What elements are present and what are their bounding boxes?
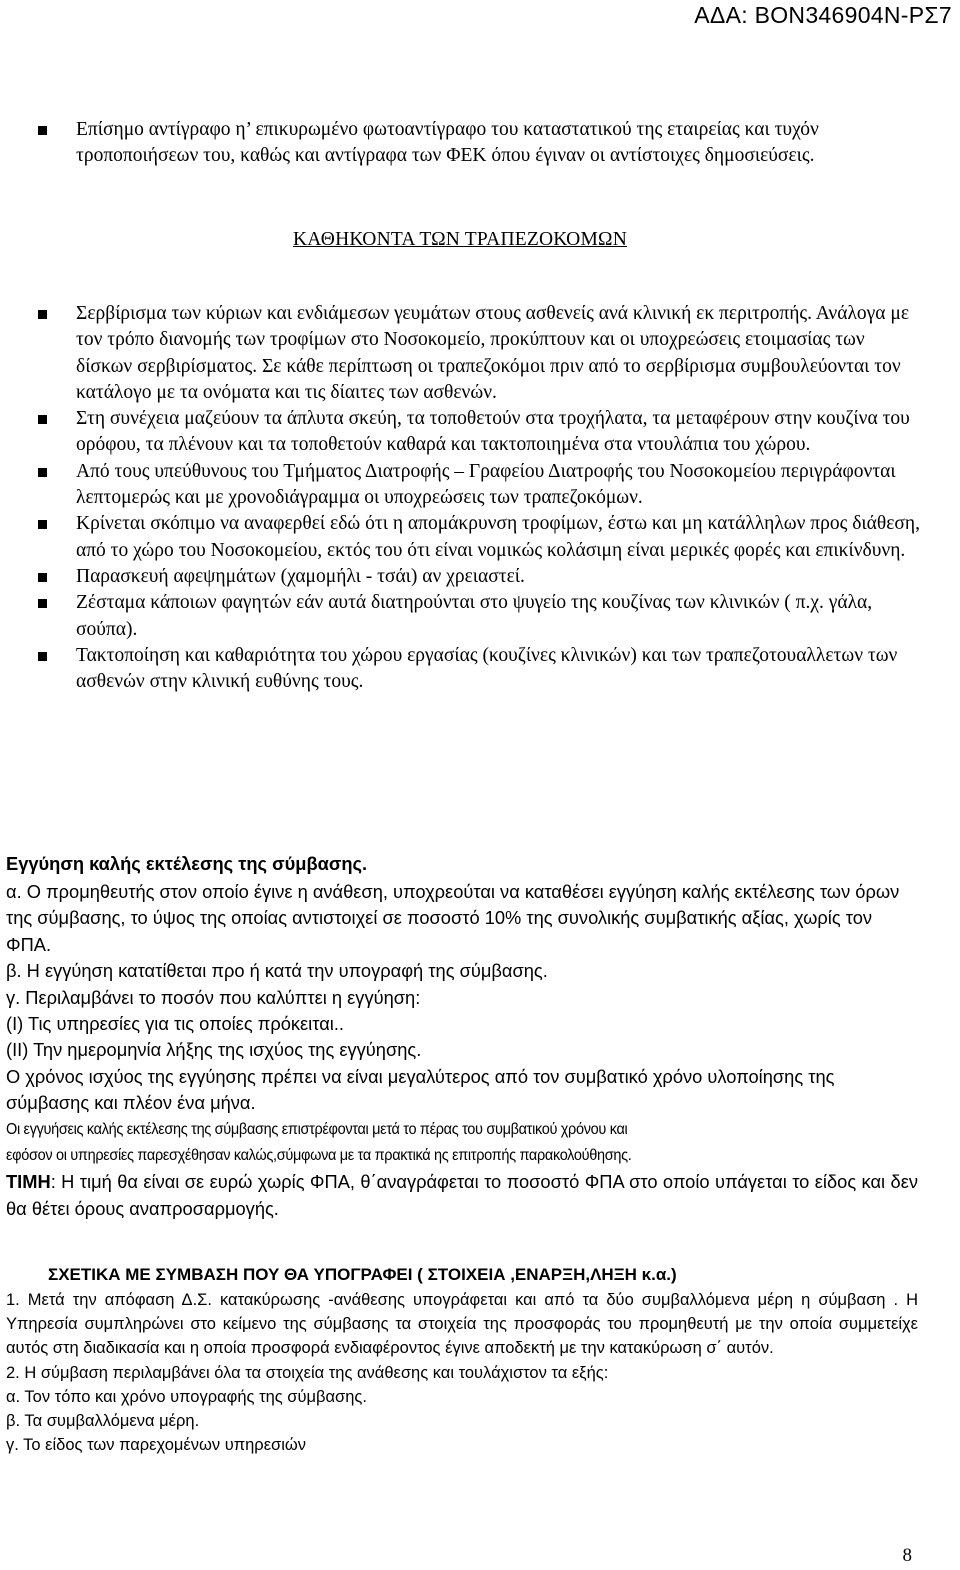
- duties-list: [0, 301, 960, 695]
- list-item-text: Ζέσταμα κάποιων φαγητών εάν αυτά διατηρούνται στο ψυγείο της κουζίνας των κλινικών ( π.χ. γάλα, σούπα).: [76, 592, 873, 640]
- square-bullet-icon: [38, 652, 47, 661]
- page-number: 8: [902, 1545, 912, 1566]
- list-item-text: Στη συνέχεια μαζεύουν τα άπλυτα σκεύη, τα τοποθετούν στα τροχήλατα, τα μεταφέρουν στην κουζίνα του ορόφου, τα πλένουν και τα τοποθετούν καθαρά και τακτοποιημένα στα ντουλάπια του χώρου.: [76, 408, 910, 456]
- square-bullet-icon: [38, 415, 47, 424]
- section-heading: ΚΑΘΗΚΟΝΤΑ ΤΩΝ ΤΡΑΠΕΖΟΚΟΜΩΝ: [293, 229, 627, 250]
- list-item: [0, 643, 960, 696]
- intro-bullet-list: [0, 117, 960, 170]
- guarantee-paragraph-b: β. Η εγγύηση κατατίθεται προ ή κατά την υπογραφή της σύμβασης.: [6, 960, 548, 982]
- square-bullet-icon: [38, 599, 47, 608]
- list-item: [0, 590, 960, 643]
- price-label: ΤΙΜΗ: [6, 1171, 51, 1193]
- list-item-text: Παρασκευή αφεψημάτων (χαμομήλι - τσάι) αν χρειαστεί.: [76, 565, 525, 587]
- contract-item-c: γ. Το είδος των παρεχομένων υπηρεσιών: [6, 1436, 307, 1455]
- list-item: [0, 406, 960, 459]
- list-item-text: Από τους υπεύθυνους του Τμήματος Διατροφής – Γραφείου Διατροφής του Νοσοκομείου περιγράφονται λεπτομερώς και με χρονοδιάγραμμα οι υποχρεώσεις των τραπεζοκόμων.: [76, 460, 896, 509]
- price-paragraph: [6, 1169, 918, 1222]
- list-item: [0, 459, 960, 512]
- ada-code: ΑΔΑ: ΒΟΝ346904Ν-ΡΣ7: [694, 2, 952, 28]
- list-item-text: Τακτοποίηση και καθαριότητα του χώρου εργασίας (κουζίνες κλινικών) και των τραπεζοτουαλλετων των ασθενών στην κλινική ευθύνης τους.: [76, 644, 898, 693]
- guarantee-return-line: εφόσον οι υπηρεσίες παρεσχέθησαν καλώς,σύμφωνα με τα πρακτικά ης επιτροπής παρακολούθησης.: [6, 1147, 632, 1165]
- square-bullet-icon: [38, 573, 47, 582]
- contract-item-a: α. Τον τόπο και χρόνο υπογραφής της σύμβασης.: [6, 1387, 367, 1406]
- guarantee-paragraph-c: γ. Περιλαμβάνει το ποσόν που καλύπτει η εγγύηση:: [6, 986, 421, 1008]
- square-bullet-icon: [38, 310, 47, 319]
- contract-section: [6, 1288, 918, 1457]
- guarantee-title: Εγγύηση καλής εκτέλεσης της σύμβασης.: [6, 853, 368, 874]
- contract-paragraph-1: 1. Μετά την απόφαση Δ.Σ. κατακύρωσης -ανάθεσης υπογράφεται και από τα δύο συμβαλλόμενα μέρη η σύμβαση . Η Υπηρεσία συμπληρώνει στο κείμενο της σύμβασης τα στοιχεία της προσφοράς του προμηθευτή με την οποία συμμετείχε αυτός στη διαδικασία και η οποία προσφορά ενδιαφέροντος έγινε αποδεκτή με την κατακύρωση σ΄ αυτόν.: [6, 1291, 918, 1358]
- square-bullet-icon: [38, 126, 47, 135]
- guarantee-item-2: (ΙΙ) Την ημερομηνία λήξης της ισχύος της εγγύησης.: [6, 1039, 422, 1061]
- guarantee-section: [6, 849, 918, 1222]
- guarantee-duration: Ο χρόνος ισχύος της εγγύησης πρέπει να είναι μεγαλύτερος από τον συμβατικό χρόνο υλοποίησης της σύμβασης και πλέον ένα μήνα.: [6, 1065, 835, 1114]
- list-item: [0, 564, 960, 590]
- square-bullet-icon: [38, 468, 47, 477]
- guarantee-item-1: (Ι) Τις υπηρεσίες για τις οποίες πρόκειται..: [6, 1013, 344, 1035]
- square-bullet-icon: [38, 520, 47, 529]
- list-item: [0, 511, 960, 564]
- price-text: : Η τιμή θα είναι σε ευρώ χωρίς ΦΠΑ, θ΄αναγράφεται το ποσοστό ΦΠΑ στο οποίο υπάγεται το είδος και δεν θα θέτει όρους αναπροσαρμογής.: [6, 1171, 918, 1219]
- contract-paragraph-2: 2. Η σύμβαση περιλαμβάνει όλα τα στοιχεία της ανάθεσης και τουλάχιστον τα εξής:: [6, 1363, 609, 1382]
- guarantee-paragraph-a: α. Ο προμηθευτής στον οποίο έγινε η ανάθεση, υποχρεούται να καταθέσει εγγύηση καλής εκτέλεσης των όρων της σύμβασης, το ύψος της οποίας αντιστοιχεί σε ποσοστό 10% της συνολικής συμβατικής αξίας, χωρίς τον ΦΠΑ.: [6, 881, 900, 955]
- contract-title: ΣΧΕΤΙΚΑ ΜΕ ΣΥΜΒΑΣΗ ΠΟΥ ΘΑ ΥΠΟΓΡΑΦΕΙ ( ΣΤΟΙΧΕΙΑ ,ΕΝΑΡΞΗ,ΛΗΞΗ κ.α.): [48, 1265, 677, 1284]
- guarantee-return-line: Οι εγγυήσεις καλής εκτέλεσης της σύμβασης επιστρέφονται μετά το πέρας του συμβατικού χρόνου και: [6, 1120, 628, 1138]
- list-item-text: Κρίνεται σκόπιμο να αναφερθεί εδώ ότι η απομάκρυνση τροφίμων, έστω και μη κατάλληλων προς διάθεση, από το χώρο του Νοσοκομείου, εκτός του ότι είναι νομικώς κολάσιμη είναι μερικές φορές και επικίνδυνη.: [76, 513, 920, 561]
- list-item-text: Επίσημο αντίγραφο η’ επικυρωμένο φωτοαντίγραφο του καταστατικού της εταιρείας και τυχόν τροποποιήσεων του, καθώς και αντίγραφα των ΦΕΚ όπου έγιναν οι αντίστοιχες δημοσιεύσεις.: [76, 119, 819, 167]
- list-item-text: Σερβίρισμα των κύριων και ενδιάμεσων γευμάτων στους ασθενείς ανά κλινική εκ περιτροπής. Ανάλογα με τον τρόπο διανομής των τροφίμων στο Νοσοκομείο, προκύπτουν και οι υποχρεώσεις ετοιμασίας των δίσκων σερβιρίσματος. Σε κάθε περίπτωση οι τραπεζοκόμοι πριν από το σερβίρισμα συμβουλεύονται τον κατάλογο με τα ονόματα και τις δίαιτες των ασθενών.: [76, 303, 910, 403]
- list-item: [0, 301, 960, 406]
- contract-item-b: β. Τα συμβαλλόμενα μέρη.: [6, 1412, 200, 1431]
- list-item: [0, 117, 960, 170]
